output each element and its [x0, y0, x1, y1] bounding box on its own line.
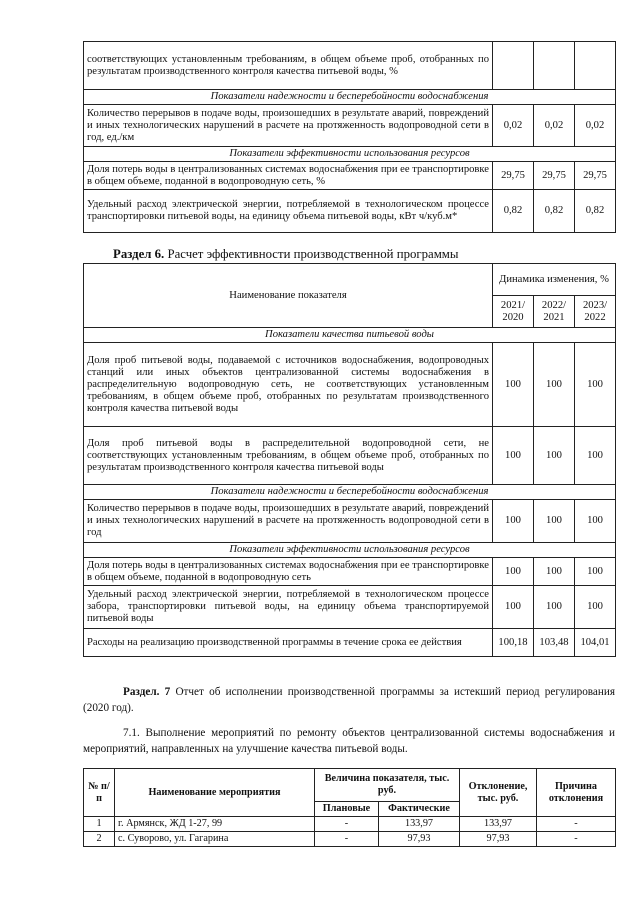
indicator-value: 100 [534, 500, 575, 543]
indicator-value: 29,75 [493, 162, 534, 190]
section6-label: Раздел 6. [113, 247, 165, 261]
planned-value: - [315, 832, 379, 847]
table-row [84, 105, 616, 147]
indicator-name: Доля потерь воды в централизованных системах водоснабжения при ее транспортировке в общем объеме, поданной в водопроводную сеть, % [84, 162, 493, 190]
col-deviation: Отклонение, тыс. руб. [460, 769, 537, 817]
table2-body [84, 328, 616, 657]
indicator-name: Доля проб питьевой воды в распределительной водопроводной сети, не соответствующих установленным требованиям, в общем объеме проб, отобранных по результатам производственного контроля качества питьевой воды [84, 427, 493, 485]
year-col-2: 2022/ 2021 [534, 296, 575, 328]
indicator-value [534, 42, 575, 90]
efficiency-table [83, 263, 616, 657]
indicator-value: 100 [534, 586, 575, 629]
indicator-value: 100 [534, 343, 575, 427]
table-row [84, 832, 616, 847]
section-row [84, 147, 616, 162]
table-row [84, 586, 616, 629]
indicator-value: 29,75 [534, 162, 575, 190]
indicator-value: 100 [575, 500, 616, 543]
table-row [84, 817, 616, 832]
planned-value: - [315, 817, 379, 832]
section-title: Показатели эффективности использования ресурсов [84, 543, 616, 558]
section7-text: Отчет об исполнении производственной программы за истекший период регулирования (2020 год). [83, 686, 616, 714]
indicators-table-continued [83, 41, 616, 233]
table-row [84, 629, 616, 657]
indicator-name: Количество перерывов в подаче воды, произошедших в результате аварий, повреждений и иных технологических нарушений в расчете на протяженность водопроводной сети в год [84, 500, 493, 543]
indicator-name: Удельный расход электрической энергии, потребляемой в технологическом процессе транспортировки питьевой воды, на единицу объема питьевой воды, кВт ч/куб.м* [84, 190, 493, 233]
col-reason: Причина отклонения [537, 769, 616, 817]
measure-name: г. Армянск, ЖД 1-27, 99 [115, 817, 315, 832]
indicator-value: 100 [534, 558, 575, 586]
indicator-name: Расходы на реализацию производственной программы в течение срока ее действия [84, 629, 493, 657]
indicator-name: соответствующих установленным требованиям, в общем объеме проб, отобранных по результатам производственного контроля качества питьевой воды, % [84, 42, 493, 90]
deviation-value: 97,93 [460, 832, 537, 847]
table-row [84, 190, 616, 233]
section-title: Показатели эффективности использования ресурсов [84, 147, 616, 162]
indicator-value: 100 [493, 558, 534, 586]
indicator-value: 100,18 [493, 629, 534, 657]
section7-paragraph [83, 684, 615, 716]
table-row [84, 42, 616, 90]
indicator-name: Доля проб питьевой воды, подаваемой с источников водоснабжения, водопроводных станций или иных объектов централизованной системы водоснабжения в распределительную водопроводную сеть, не соответствующих установленным требованиям, в общем объеме проб, отобранных по результатам производственного контроля качества питьевой воды [84, 343, 493, 427]
actual-value: 97,93 [379, 832, 460, 847]
indicator-value: 100 [575, 343, 616, 427]
indicator-value [493, 42, 534, 90]
indicator-value: 0,02 [493, 105, 534, 147]
year-col-1: 2021/ 2020 [493, 296, 534, 328]
section-title: Показатели надежности и бесперебойности водоснабжения [84, 485, 616, 500]
table-row [84, 558, 616, 586]
col-indicator-name: Наименование показателя [84, 264, 493, 328]
indicator-name: Удельный расход электрической энергии, потребляемой в технологическом процессе забора, транспортировки питьевой воды, на единицу объема транспортируемой питьевой воды [84, 586, 493, 629]
section-row [84, 90, 616, 105]
table-row [84, 162, 616, 190]
col-planned: Плановые [315, 802, 379, 817]
col-measure-name: Наименование мероприятия [115, 769, 315, 817]
indicator-value: 100 [575, 586, 616, 629]
section-title: Показатели надежности и бесперебойности водоснабжения [84, 90, 616, 105]
measure-num: 2 [84, 832, 115, 847]
indicator-value: 0,82 [493, 190, 534, 233]
indicator-value: 103,48 [534, 629, 575, 657]
measure-name: с. Суворово, ул. Гагарина [115, 832, 315, 847]
section6-heading [113, 247, 459, 262]
table1-body [84, 42, 616, 233]
indicator-value: 0,02 [575, 105, 616, 147]
indicator-value: 100 [493, 343, 534, 427]
col-value: Величина показателя, тыс. руб. [315, 769, 460, 802]
indicator-value: 100 [493, 427, 534, 485]
indicator-value: 0,02 [534, 105, 575, 147]
deviation-reason: - [537, 832, 616, 847]
col-num: № п/п [84, 769, 115, 817]
measures-table [83, 768, 616, 847]
section-row [84, 543, 616, 558]
year-col-3: 2023/ 2022 [575, 296, 616, 328]
subsection71-paragraph: 7.1. Выполнение мероприятий по ремонту объектов централизованной системы водоснабжения и мероприятий, направленных на улучшение качества питьевой воды. [83, 727, 615, 755]
indicator-value: 100 [534, 427, 575, 485]
indicator-value: 100 [575, 427, 616, 485]
col-dynamics: Динамика изменения, % [493, 264, 616, 296]
table-row [84, 427, 616, 485]
deviation-value: 133,97 [460, 817, 537, 832]
indicator-value: 100 [575, 558, 616, 586]
indicator-value: 100 [493, 586, 534, 629]
indicator-name: Количество перерывов в подаче воды, произошедших в результате аварий, повреждений и иных технологических нарушений в расчете на протяженность водопроводной сети в год, ед./км [84, 105, 493, 147]
indicator-value: 0,82 [575, 190, 616, 233]
indicator-value: 104,01 [575, 629, 616, 657]
measure-num: 1 [84, 817, 115, 832]
section6-title: Расчет эффективности производственной программы [167, 247, 459, 261]
section-title: Показатели качества питьевой воды [84, 328, 616, 343]
table-row [84, 343, 616, 427]
indicator-value: 29,75 [575, 162, 616, 190]
section-row [84, 485, 616, 500]
indicator-name: Доля потерь воды в централизованных системах водоснабжения при ее транспортировке в общем объеме, поданной в водопроводную сеть [84, 558, 493, 586]
section-row [84, 328, 616, 343]
indicator-value [575, 42, 616, 90]
indicator-value: 0,82 [534, 190, 575, 233]
col-actual: Фактические [379, 802, 460, 817]
actual-value: 133,97 [379, 817, 460, 832]
table-row [84, 500, 616, 543]
indicator-value: 100 [493, 500, 534, 543]
section7-label: Раздел. 7 [123, 686, 171, 698]
table3-body [84, 817, 616, 847]
deviation-reason: - [537, 817, 616, 832]
